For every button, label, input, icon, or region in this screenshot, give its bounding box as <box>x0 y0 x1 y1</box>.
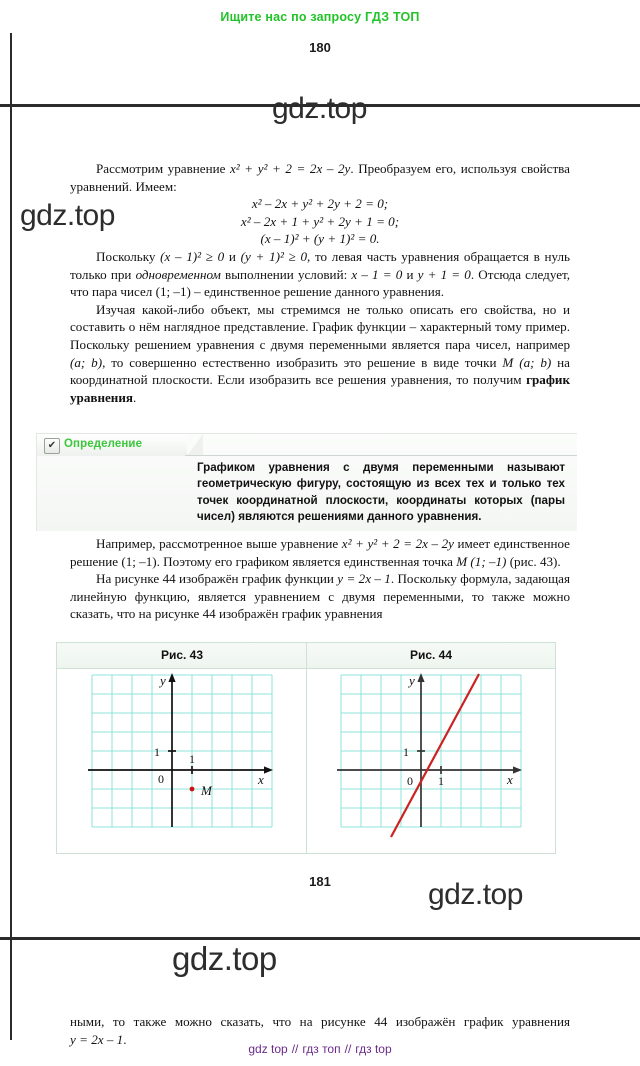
watermark-2: gdz.top <box>20 199 115 232</box>
paragraph-2: Поскольку (x – 1)² ≥ 0 и (y + 1)² ≥ 0, то левая часть уравнения обращается в нуль только при одновременном выполнении условий: x – 1 = 0 и y + 1 = 0. Отсюда следует, что пара чисел (1; –1) – единственное решение данного уравнения. <box>70 248 571 300</box>
figure-44-graph <box>331 669 531 847</box>
definition-callout <box>36 433 577 531</box>
footer-item-2[interactable]: гдз топ <box>302 1042 341 1056</box>
page-divider-bottom <box>0 937 640 940</box>
axes-44 <box>337 679 516 827</box>
y-tick-label-43: 1 <box>153 745 160 759</box>
watermark-1: gdz.top <box>272 92 367 125</box>
x-tick-label-44: 1 <box>438 774 444 788</box>
axes-43 <box>88 679 267 827</box>
bold-term-grafik-uravneniya: график уравнения <box>70 372 570 405</box>
footer-separator-1: // <box>291 1042 299 1056</box>
x-axis-label-43: x <box>257 772 264 787</box>
figures-table <box>56 642 556 854</box>
point-M-43 <box>189 787 194 792</box>
figure-43-caption: Рис. 43 <box>160 648 204 662</box>
display-equation-3: (x – 1)² + (y + 1)² = 0. <box>260 231 380 247</box>
y-axis-label-44: y <box>409 673 415 688</box>
figure-44-cell <box>307 669 555 853</box>
footer-separator-2: // <box>344 1042 352 1056</box>
grid-lines-43 <box>92 675 272 827</box>
y-axis-label-43: y <box>159 673 166 688</box>
definition-text: Графиком уравнения с двумя переменными называют геометрическую фигуру, состоящую из всех тех и только тех точек координатной плоскости, координаты которых (пары чисел) являются решениями данного уравнения. <box>197 461 565 524</box>
x-tick-label-43: 1 <box>188 752 195 766</box>
paragraph-4: Например, рассмотренное выше уравнение x² + y² + 2 = 2x – 2y имеет единственное решение (1; –1). Поэтому его графиком является единственная точка M (1; –1) (рис. 43). <box>70 536 570 569</box>
x-axis-label-44: x <box>507 772 513 787</box>
definition-label: Определение <box>64 438 143 450</box>
watermark-3: gdz.top <box>428 878 523 911</box>
promo-banner: Ищите нас по запросу ГДЗ ТОП <box>220 10 420 24</box>
origin-label-43: 0 <box>157 772 164 786</box>
emphasis-odnovremennom: одновременном <box>135 266 221 282</box>
display-equation-1: x² – 2x + y² + 2y + 2 = 0; <box>251 196 389 212</box>
paragraph-5: На рисунке 44 изображён график функции y = 2x – 1. Поскольку формула, задающая линейную функцию, является уравнением с двумя переменными, то также можно сказать, что на рисунке 44 изображён график уравнения <box>70 571 570 622</box>
paragraph-1: Рассмотрим уравнение x² + y² + 2 = 2x – 2y. Преобразуем его, используя свойства уравнений. Имеем: <box>70 161 570 194</box>
page-number-bottom: 181 <box>309 874 331 889</box>
figure-44-caption: Рис. 44 <box>409 648 453 662</box>
origin-label-44: 0 <box>407 774 413 788</box>
y-axis-arrow-43 <box>168 673 175 682</box>
footer-item-3[interactable]: гдз top <box>355 1042 392 1056</box>
definition-tab-rule <box>185 455 577 456</box>
footer-item-1[interactable]: gdz top <box>248 1042 288 1056</box>
main-text-body <box>70 160 570 406</box>
figure-43-cell <box>57 669 306 853</box>
y-tick-label-44: 1 <box>403 745 409 759</box>
main-text-body-2 <box>70 535 570 623</box>
paragraph-6: ными, то также можно сказать, что на рисунке 44 изображён график уравнения y = 2x – 1. <box>70 1014 570 1047</box>
footer-links <box>0 1042 640 1056</box>
page-number-top: 180 <box>309 40 331 55</box>
y-axis-arrow-44 <box>417 673 424 682</box>
figure-43-graph <box>82 669 282 847</box>
check-square-icon: ✔ <box>44 438 60 454</box>
watermark-4: gdz.top <box>172 940 277 977</box>
inline-equation: x² + y² + 2 = 2x – 2y <box>229 161 351 176</box>
grid-lines-44 <box>341 675 521 827</box>
point-label-M-43: M <box>200 783 212 798</box>
display-equation-2: x² – 2x + 1 + y² + 2y + 1 = 0; <box>240 213 400 229</box>
paragraph-3: Изучая какой-либо объект, мы стремимся не только описать его свойства, но и составить о нём наглядное представление. График функции – характерный тому пример. Поскольку решением уравнения с двумя переменными является пара чисел, например (a; b), то совершенно естественно изобразить это решение в виде точки M (a; b) на координатной плоскости. Если изобразить все решения уравнения, то получим график уравнения. <box>70 301 570 405</box>
